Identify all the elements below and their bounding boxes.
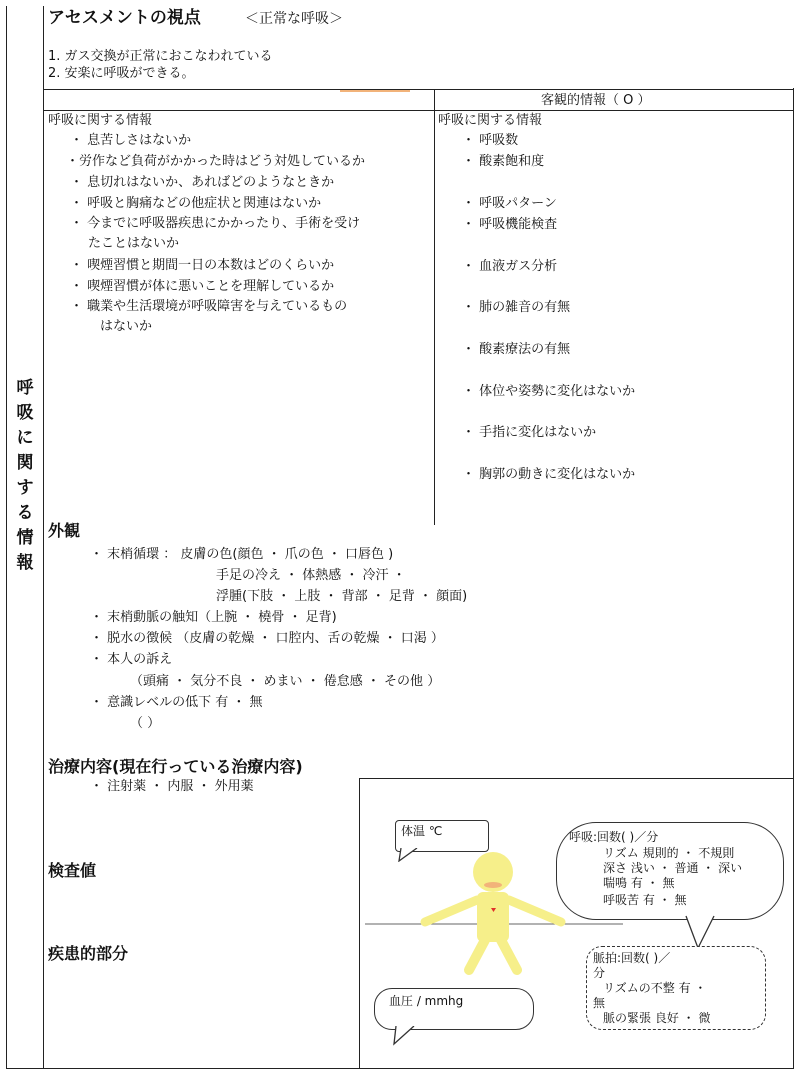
header-title: アセスメントの視点 [48,8,201,28]
appearance-line: ・ 末梢動脈の触知（上腕 ・ 橈骨 ・ 足背) [90,610,337,625]
figure-right-arm [509,900,561,922]
appearance-line: ・ 意識レベルの低下 有 ・ 無 [90,695,263,710]
respiration-line: 深さ 浅い ・ 普通 ・ 深い [603,861,743,875]
subjective-item: ・ 今までに呼吸器疾患にかかったり、手術を受け [70,216,361,231]
column-header-divider [43,110,793,111]
subjective-item: ・ 息切れはないか、あればどのようなときか [70,175,335,190]
objective-item: ・ 呼吸機能検査 [462,217,558,232]
subjective-item: ・労作など負荷がかかった時はどう対処しているか [66,154,366,169]
header-subtitle: ＜正常な呼吸＞ [245,11,343,27]
disease-label: 疾患的部分 [48,944,129,963]
objective-item: ・ 酸素療法の有無 [462,342,571,357]
objective-item: ・ 血液ガス分析 [462,259,558,274]
exam-label: 検査値 [48,861,97,880]
appearance-line: ・ 本人の訴え [90,652,173,667]
subjective-item: ・ 喫煙習慣が体に悪いことを理解しているか [70,279,335,294]
objective-item: ・ 呼吸数 [462,133,519,148]
figure-box-left [359,778,360,1068]
appearance-line: ・ 脱水の徴候 （皮膚の乾燥 ・ 口腔内、舌の乾燥 ・ 口渇 ） [90,631,444,646]
treatment-line: ・ 注射薬 ・ 内服 ・ 外用薬 [90,779,254,794]
respiration-line: 呼吸:回数( )／分 [569,830,659,844]
subjective-item: ・ 呼吸と胸痛などの他症状と関連はないか [70,196,322,211]
respiration-line: 呼吸苦 有 ・ 無 [603,893,687,907]
objective-item: ・ 肺の雑音の有無 [462,300,571,315]
subjective-item: ・ 職業や生活環境が呼吸障害を与えているもの [70,299,348,314]
objective-item: ・ 胸郭の動きに変化はないか [462,467,636,482]
temperature-text: 体温 ℃ [401,824,443,838]
outer-left-border [6,6,7,1068]
appearance-line: 手足の冷え ・ 体熱感 ・ 冷汗 ・ [216,568,406,583]
subjective-item: はないか [100,319,153,334]
header-divider [43,89,793,90]
subjective-item: ・ 喫煙習慣と期間一日の本数はどのくらいか [70,258,335,273]
blood-pressure-bubble-tail [392,1026,422,1046]
objective-item: ・ 酸素飽和度 [462,154,545,169]
bottom-border [6,1068,794,1069]
pulse-line: 脈の緊張 良好 ・ 微 [603,1011,711,1025]
appearance-line: （ ） [130,716,161,731]
objective-header: 客観的情報（ O ） [541,93,651,108]
header-point-1: 1. ガス交換が正常におこなわれている [48,49,273,64]
objective-item: ・ 体位や姿勢に変化はないか [462,384,636,399]
figure-torso [477,892,509,942]
column-divider [434,89,435,525]
pulse-line: 脈拍:回数( )／ [593,951,671,965]
figure-mouth [484,882,502,888]
side-title: 呼 吸 に 関 す る 情 報 [16,378,34,573]
pulse-line: リズムの不整 有 ・ [603,981,707,995]
appearance-line: 浮腫(下肢 ・ 上肢 ・ 背部 ・ 足背 ・ 顔面) [216,589,468,604]
blood-pressure-text: 血圧 / mmhg [389,994,464,1008]
header-point-2: 2. 安楽に呼吸ができる。 [48,66,195,81]
treatment-title: 治療内容(現在行っている治療内容) [48,757,303,776]
figure-left-leg [469,940,485,970]
respiration-line: リズム 規則的 ・ 不規則 [603,846,735,860]
respiration-bubble [556,822,784,920]
objective-title: 呼吸に関する情報 [438,113,543,128]
objective-item: ・ 手指に変化はないか [462,425,597,440]
pulse-line: 無 [593,996,606,1010]
subjective-item: たことはないか [88,236,180,251]
pulse-bubble [586,946,766,1030]
pulse-line: 分 [593,966,606,980]
inner-left-border [43,6,44,1068]
outer-right-border [793,88,794,1068]
respiration-line: 喘鳴 有 ・ 無 [603,876,675,890]
temperature-bubble-tail [395,848,425,862]
subjective-title: 呼吸に関する情報 [48,113,153,128]
subjective-item: ・ 息苦しさはないか [70,133,192,148]
figure-right-leg [501,940,517,970]
accent-mark [340,90,410,92]
figure-left-arm [425,900,477,922]
appearance-line: （頭痛 ・ 気分不良 ・ めまい ・ 倦怠感 ・ その他 ） [130,674,441,689]
appearance-line: ・ 末梢循環 ： 皮膚の色(顔色 ・ 爪の色 ・ 口唇色 ) [90,547,394,562]
blood-pressure-bubble [374,988,534,1030]
figure-box-top [359,778,793,779]
objective-item: ・ 呼吸パターン [462,196,557,211]
appearance-title: 外観 [48,521,81,540]
